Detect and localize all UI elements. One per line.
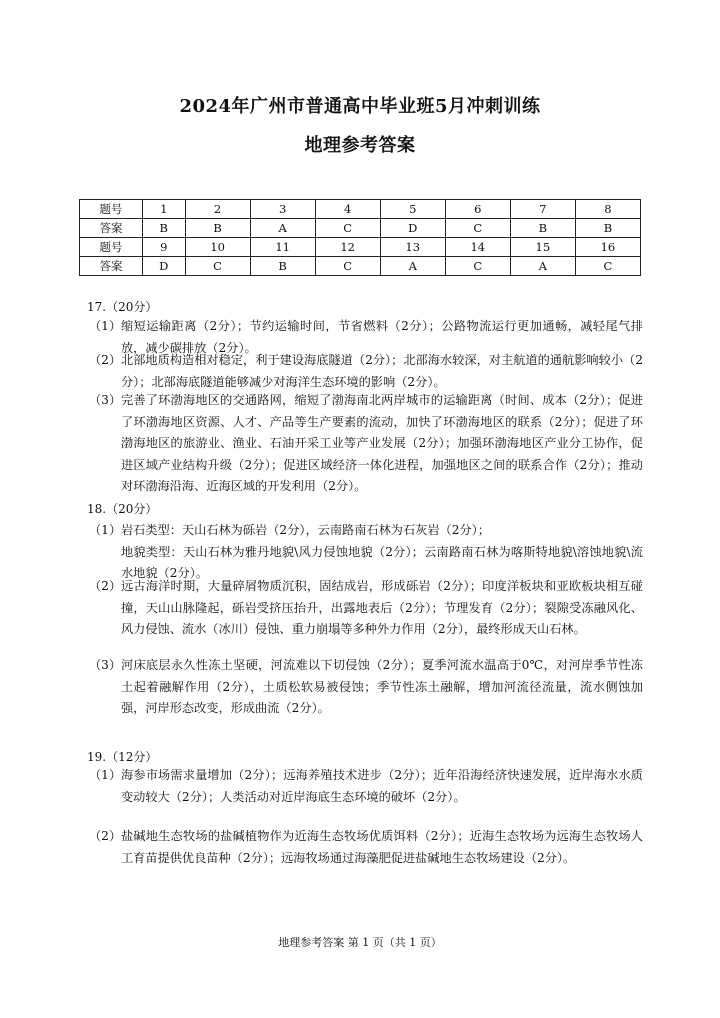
table-cell: 14 [445, 238, 510, 257]
answer-table [79, 199, 641, 276]
table-cell: 2 [185, 200, 250, 219]
answer-table-row [80, 238, 641, 257]
part-text: 北部地质构造相对稳定，利于建设海底隧道（2分）；北部海水较深，对主航道的通航影响较小（2分）；北部海底隧道能够减少对海洋生态环境的影响（2分）。 [121, 353, 643, 389]
table-cell: 12 [315, 238, 380, 257]
row-label: 答案 [80, 257, 143, 276]
question-19-part-1 [89, 765, 649, 808]
table-cell: 10 [185, 238, 250, 257]
question-17-part-2 [89, 350, 649, 393]
table-cell: A [380, 257, 445, 276]
answer-table-row [80, 257, 641, 276]
part-number: （3） [89, 658, 122, 672]
table-cell: B [143, 219, 186, 238]
part-number: （1） [89, 768, 122, 782]
question-18-heading: 18.（20分） [87, 502, 158, 516]
question-19-part-2 [89, 826, 649, 869]
table-cell: D [380, 219, 445, 238]
question-18-part-2 [89, 576, 649, 641]
part-number: （1） [89, 523, 122, 537]
table-cell: C [315, 219, 380, 238]
page-footer: 地理参考答案 第 1 页（共 1 页） [278, 936, 442, 949]
part-text: 岩石类型：天山石林为砾岩（2分），云南路南石林为石灰岩（2分）； [121, 523, 490, 537]
table-cell: B [250, 257, 315, 276]
answer-table-row [80, 219, 641, 238]
part-text-continued: 地貌类型：天山石林为雅丹地貌\风力侵蚀地貌（2分）；云南路南石林为喀斯特地貌\溶蚀地貌\流水地貌（2分）。 [121, 544, 643, 581]
table-cell: 16 [575, 238, 640, 257]
table-cell: A [510, 257, 575, 276]
row-label: 题号 [80, 200, 143, 219]
question-19-heading: 19.（12分） [87, 750, 158, 764]
part-text: 盐碱地生态牧场的盐碱植物作为近海生态牧场优质饵料（2分）；近海生态牧场为远海生态牧场人工育苗提供优良苗种（2分）；远海牧场通过海藻肥促进盐碱地生态牧场建设（2分）。 [121, 829, 643, 865]
part-number: （2） [89, 829, 122, 843]
part-text: 缩短运输距离（2分）；节约运输时间，节省燃料（2分）；公路物流运行更加通畅，减轻尾气排放，减少碳排放（2分）。 [121, 319, 643, 355]
table-cell: 6 [445, 200, 510, 219]
table-cell: D [143, 257, 186, 276]
table-cell: 11 [250, 238, 315, 257]
table-cell: 15 [510, 238, 575, 257]
part-number: （2） [89, 353, 122, 367]
document-subtitle: 地理参考答案 [304, 135, 416, 156]
table-cell: C [315, 257, 380, 276]
table-cell: B [575, 219, 640, 238]
table-cell: C [445, 257, 510, 276]
part-text: 海参市场需求量增加（2分）；远海养殖技术进步（2分）；近年沿海经济快速发展，近岸海水水质变动较大（2分）；人类活动对近岸海底生态环境的破坏（2分）。 [121, 768, 643, 804]
table-cell: 1 [143, 200, 186, 219]
table-cell: 5 [380, 200, 445, 219]
table-cell: 4 [315, 200, 380, 219]
table-cell: 13 [380, 238, 445, 257]
table-cell: 8 [575, 200, 640, 219]
question-18-part-3 [89, 655, 649, 720]
part-number: （3） [89, 393, 122, 407]
table-cell: 3 [250, 200, 315, 219]
table-cell: C [445, 219, 510, 238]
part-text: 完善了环渤海地区的交通路网，缩短了渤海南北两岸城市的运输距离（时间、成本（2分）；促进了环渤海地区资源、人才、产品等生产要素的流动，加快了环渤海地区的联系（2分）；促进了环渤海地区的旅游业、渔业、石油开采工业等产业发展（2分）；加强环渤海地区产业分工协作，促进区域产业结构升级（2分）；促进区域经济一体化进程，加强地区之间的联系合作（2分）；推动对环渤海沿海、近海区域的开发利用（2分）。 [121, 393, 643, 494]
answer-table-row [80, 200, 641, 219]
part-number: （1） [89, 319, 122, 333]
table-cell: C [575, 257, 640, 276]
table-cell: B [510, 219, 575, 238]
table-cell: 7 [510, 200, 575, 219]
part-text: 河床底层永久性冻土坚硬，河流难以下切侵蚀（2分）；夏季河流水温高于0℃，对河岸季节性冻土起着融解作用（2分），土质松软易被侵蚀；季节性冻土融解，增加河流径流量，流水侧蚀加强，河岸形态改变，形成曲流（2分）。 [121, 658, 643, 716]
question-17-part-3 [89, 390, 649, 498]
table-cell: A [250, 219, 315, 238]
row-label: 答案 [80, 219, 143, 238]
part-text: 远古海洋时期，大量碎屑物质沉积，固结成岩，形成砾岩（2分）；印度洋板块和亚欧板块相互碰撞，天山山脉隆起，砾岩受挤压抬升，出露地表后（2分）；节理发育（2分）；裂隙受冻融风化、风力侵蚀、流水（冰川）侵蚀、重力崩塌等多种外力作用（2分），最终形成天山石林。 [121, 579, 643, 637]
table-cell: 9 [143, 238, 186, 257]
table-cell: C [185, 257, 250, 276]
document-title: 2024年广州市普通高中毕业班5月冲刺训练 [179, 96, 541, 117]
part-number: （2） [89, 579, 122, 593]
question-17-heading: 17.（20分） [87, 300, 158, 314]
table-cell: B [185, 219, 250, 238]
row-label: 题号 [80, 238, 143, 257]
